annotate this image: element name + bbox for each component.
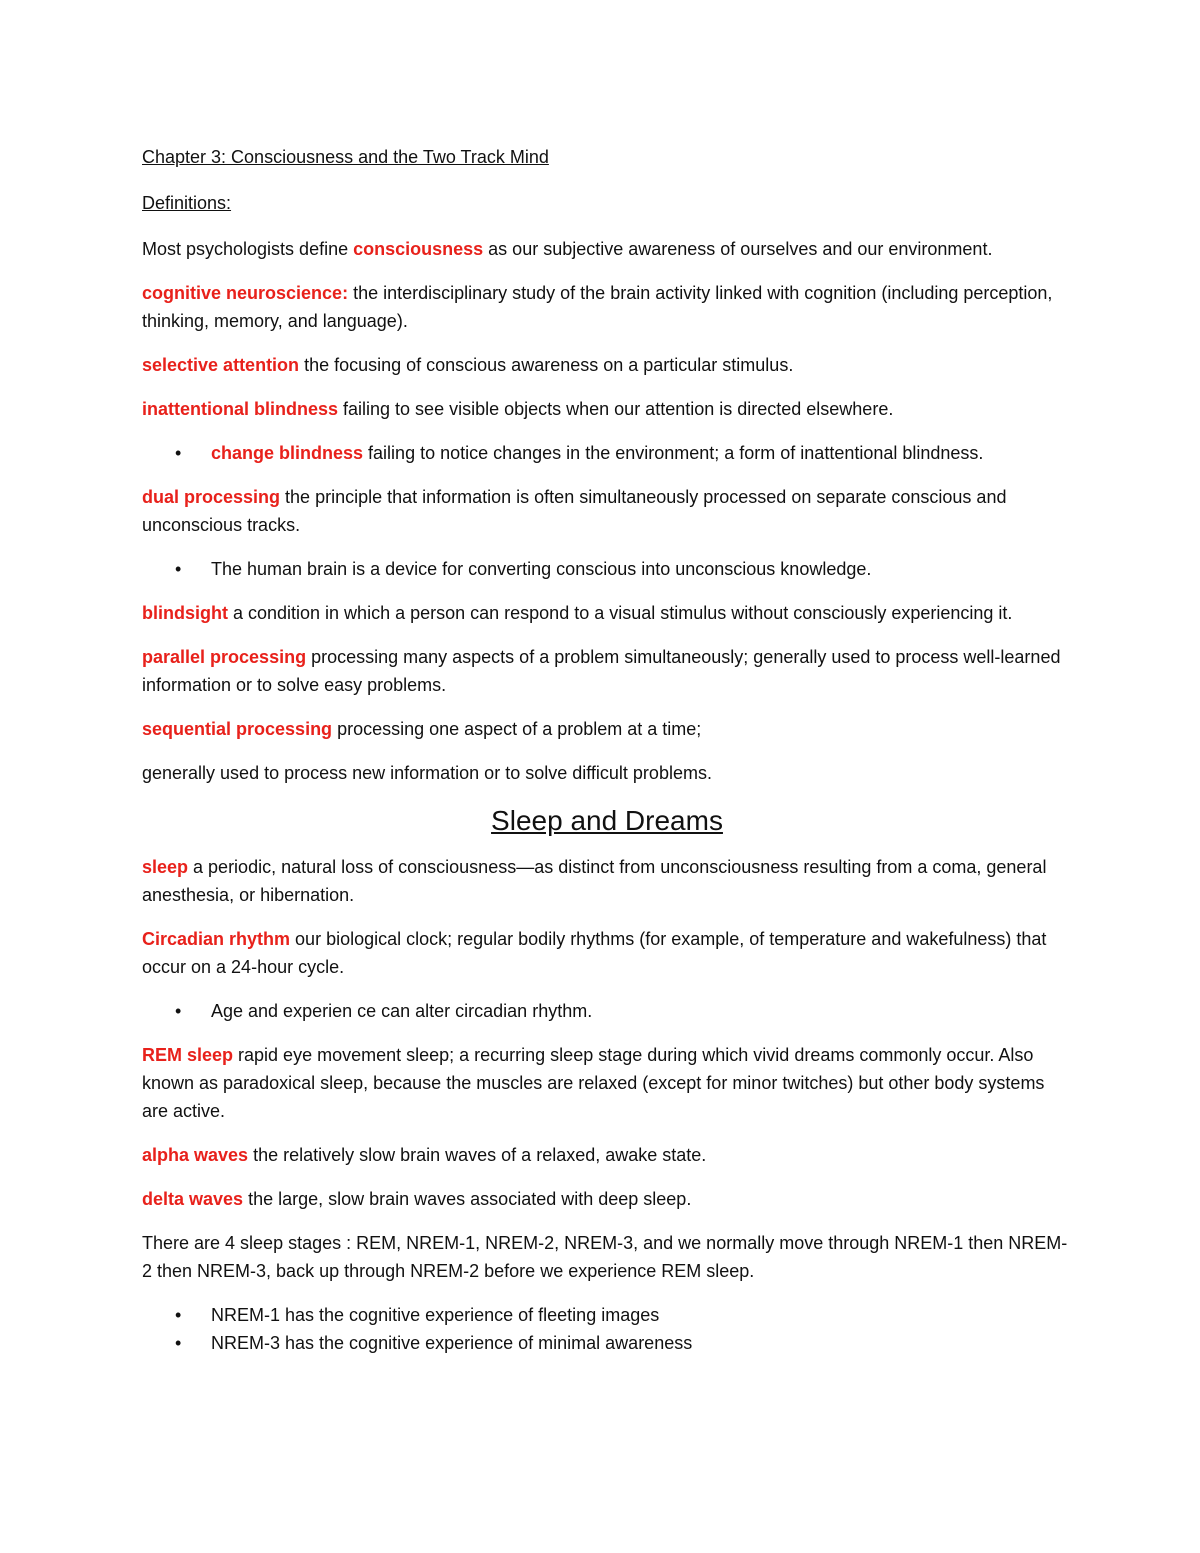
term-dual-processing: dual processing <box>142 487 281 507</box>
term-parallel-processing: parallel processing <box>142 647 307 667</box>
definition-sleep: sleep a periodic, natural loss of consciousness—as distinct from unconsciousness resulting from a coma, general anesthesia, or hibernation. <box>142 857 1047 905</box>
bullet-age-experience: • Age and experien ce can alter circadian rhythm. <box>142 997 1072 1025</box>
term-cognitive-neuroscience: cognitive neuroscience: <box>142 283 349 303</box>
term-rem-sleep: REM sleep <box>142 1045 234 1065</box>
term-inattentional-blindness: inattentional blindness <box>142 399 339 419</box>
bullet-dot-icon: • <box>175 559 182 579</box>
definition-circadian-rhythm: Circadian rhythm our biological clock; regular bodily rhythms (for example, of temperature and wakefulness) that occur on a 24-hour cycle. <box>142 929 1047 977</box>
bullet-list <box>142 555 1072 583</box>
term-change-blindness: change blindness <box>211 443 364 463</box>
section-heading-sleep-and-dreams: Sleep and Dreams <box>491 805 723 836</box>
term-blindsight: blindsight <box>142 603 228 623</box>
bullet-list <box>142 997 1072 1025</box>
definition-cognitive-neuroscience: cognitive neuroscience: the interdisciplinary study of the brain activity linked with cognition (including perception, thinking, memory, and language). <box>142 283 1053 331</box>
sleep-stages-paragraph: There are 4 sleep stages : REM, NREM-1, NREM-2, NREM-3, and we normally move through NREM-1 then NREM-2 then NREM-3, back up through NREM-2 before we experience REM sleep. <box>142 1233 1068 1281</box>
term-circadian-rhythm: Circadian rhythm <box>142 929 291 949</box>
bullet-dot-icon: • <box>175 443 182 463</box>
bullet-nrem-3: • NREM-3 has the cognitive experience of minimal awareness <box>142 1329 1072 1357</box>
definition-sequential-processing: sequential processing processing one aspect of a problem at a time; <box>142 719 702 739</box>
bullet-list <box>142 439 1072 467</box>
definition-rem-sleep: REM sleep rapid eye movement sleep; a recurring sleep stage during which vivid dreams commonly occur. Also known as paradoxical sleep, because the muscles are relaxed (except for minor twitches) but other body systems are active. <box>142 1045 1045 1121</box>
chapter-title: Chapter 3: Consciousness and the Two Track Mind <box>142 147 549 167</box>
bullet-dot-icon: • <box>175 1333 182 1353</box>
sequential-processing-continued: generally used to process new information or to solve difficult problems. <box>142 763 712 783</box>
term-sleep: sleep <box>142 857 189 877</box>
bullet-nrem-1: • NREM-1 has the cognitive experience of fleeting images <box>142 1301 1072 1329</box>
definition-delta-waves: delta waves the large, slow brain waves associated with deep sleep. <box>142 1189 692 1209</box>
definitions-heading: Definitions: <box>142 193 232 213</box>
definition-selective-attention: selective attention the focusing of conscious awareness on a particular stimulus. <box>142 355 794 375</box>
bullet-dot-icon: • <box>175 1305 182 1325</box>
document-page <box>142 143 1072 1357</box>
definition-inattentional-blindness: inattentional blindness failing to see visible objects when our attention is directed elsewhere. <box>142 399 894 419</box>
definition-dual-processing: dual processing the principle that information is often simultaneously processed on separate conscious and unconscious tracks. <box>142 487 1007 535</box>
definition-alpha-waves: alpha waves the relatively slow brain waves of a relaxed, awake state. <box>142 1145 707 1165</box>
term-sequential-processing: sequential processing <box>142 719 333 739</box>
term-delta-waves: delta waves <box>142 1189 244 1209</box>
term-consciousness: consciousness <box>353 239 484 259</box>
bullet-list-sleep-stages <box>142 1301 1072 1357</box>
definition-parallel-processing: parallel processing processing many aspects of a problem simultaneously; generally used to process well-learned information or to solve easy problems. <box>142 647 1061 695</box>
bullet-change-blindness: • change blindness failing to notice changes in the environment; a form of inattentional blindness. <box>142 439 1072 467</box>
bullet-human-brain: • The human brain is a device for converting conscious into unconscious knowledge. <box>142 555 1072 583</box>
bullet-dot-icon: • <box>175 1001 182 1021</box>
term-alpha-waves: alpha waves <box>142 1145 249 1165</box>
definition-consciousness: Most psychologists define consciousness as our subjective awareness of ourselves and our environment. <box>142 239 993 259</box>
term-selective-attention: selective attention <box>142 355 300 375</box>
definition-blindsight: blindsight a condition in which a person can respond to a visual stimulus without consciously experiencing it. <box>142 603 1013 623</box>
